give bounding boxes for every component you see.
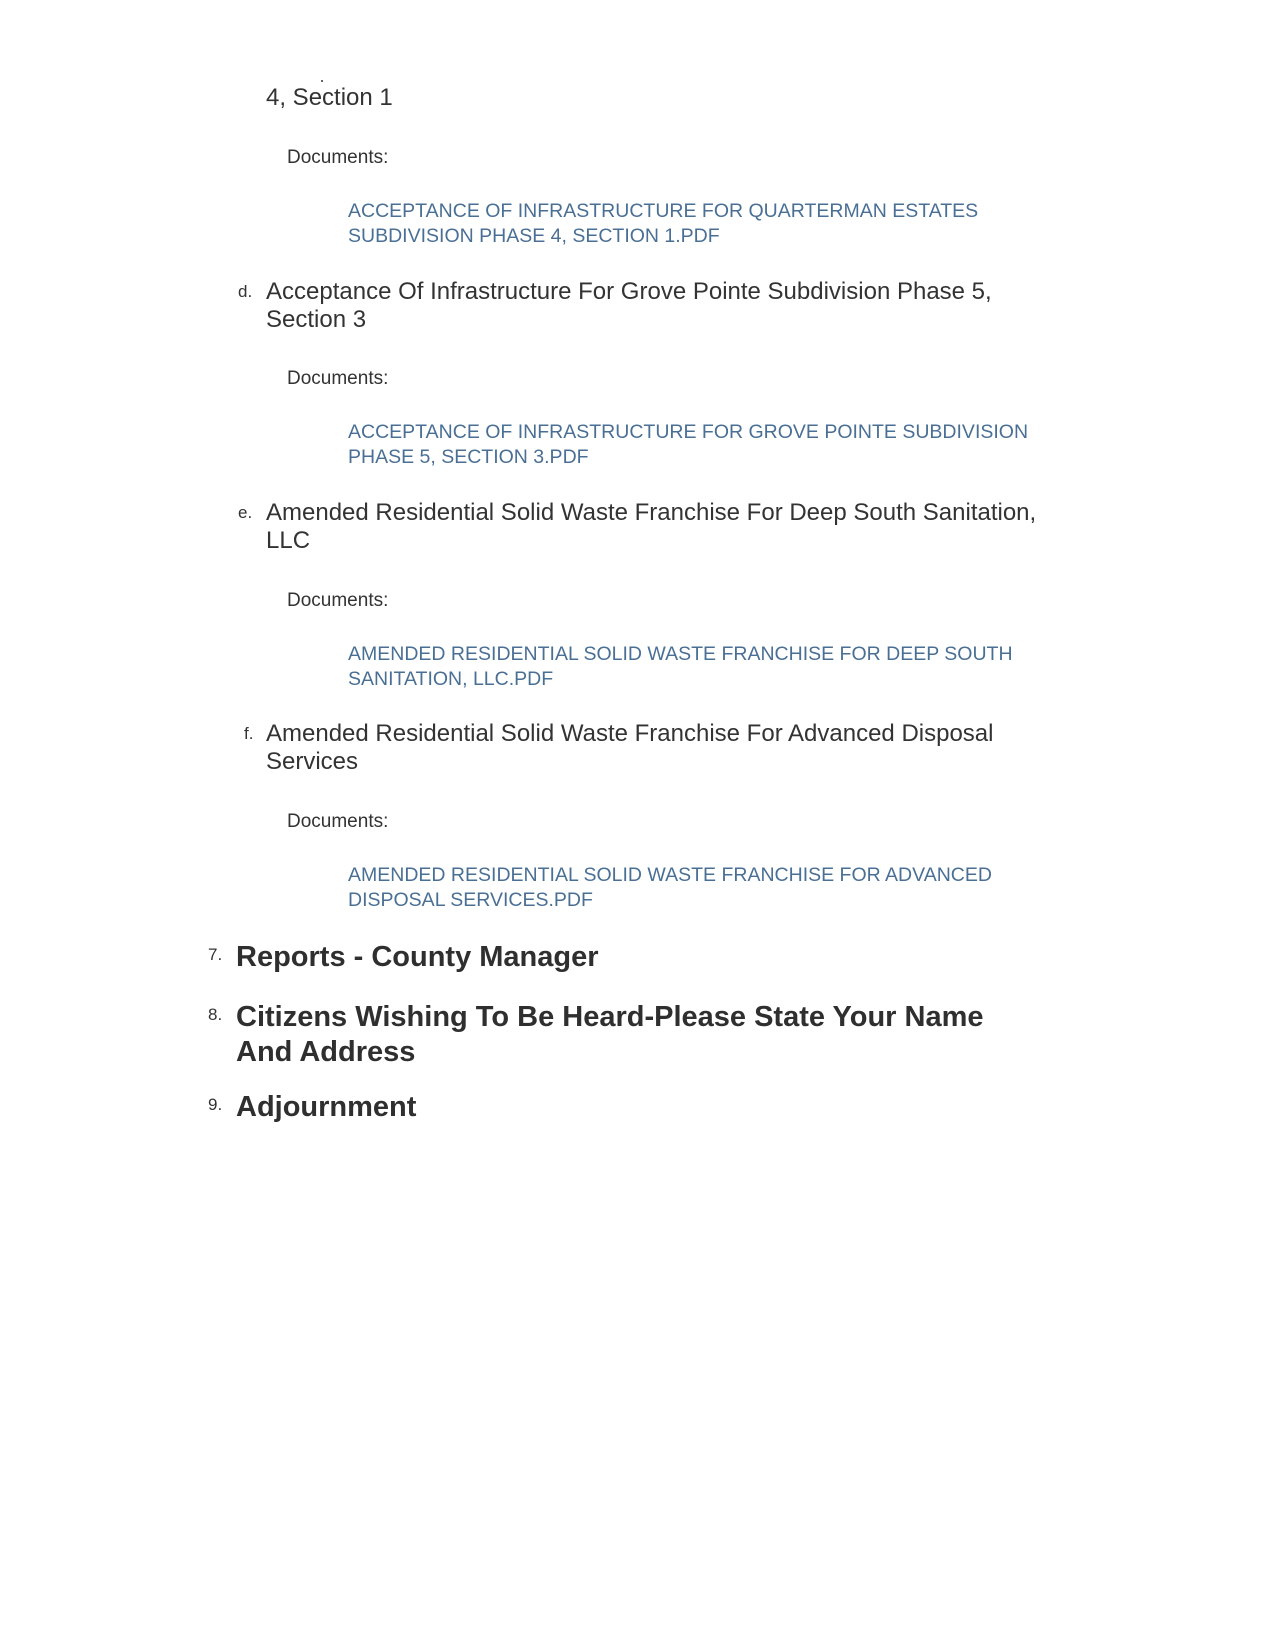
- agenda-item-number-8: 8.: [208, 1005, 223, 1024]
- sub-item-title-e: Amended Residential Solid Waste Franchise For Deep South Sanitation, LLC: [266, 499, 1037, 554]
- sub-item-marker-e: e.: [238, 503, 253, 522]
- agenda-item-number-9: 9.: [208, 1095, 223, 1114]
- document-link-deep-south-sanitation[interactable]: AMENDED RESIDENTIAL SOLID WASTE FRANCHISE FOR DEEP SOUTH SANITATION, LLC.PDF: [348, 643, 1013, 690]
- sub-item-title-d: Acceptance Of Infrastructure For Grove Pointe Subdivision Phase 5, Section 3: [266, 278, 992, 333]
- documents-label: Documents:: [287, 368, 389, 389]
- document-link-grove-pointe[interactable]: ACCEPTANCE OF INFRASTRUCTURE FOR GROVE POINTE SUBDIVISION PHASE 5, SECTION 3.PDF: [348, 421, 1029, 468]
- documents-label: Documents:: [287, 811, 389, 832]
- document-link-quarterman-estates[interactable]: ACCEPTANCE OF INFRASTRUCTURE FOR QUARTERMAN ESTATES SUBDIVISION PHASE 4, SECTION 1.PDF: [348, 200, 979, 247]
- stray-dot: [321, 80, 323, 82]
- documents-label: Documents:: [287, 147, 389, 168]
- sub-item-title-f: Amended Residential Solid Waste Franchise For Advanced Disposal Services: [266, 720, 994, 775]
- agenda-item-title-citizens: Citizens Wishing To Be Heard-Please State Your Name And Address: [236, 1001, 984, 1068]
- documents-label: Documents:: [287, 590, 389, 611]
- agenda-item-title-reports: Reports - County Manager: [236, 941, 599, 973]
- agenda-item-number-7: 7.: [208, 945, 223, 964]
- sub-item-marker-d: d.: [238, 282, 253, 301]
- agenda-item-title-adjournment: Adjournment: [236, 1091, 417, 1123]
- document-link-advanced-disposal[interactable]: AMENDED RESIDENTIAL SOLID WASTE FRANCHISE FOR ADVANCED DISPOSAL SERVICES.PDF: [348, 864, 992, 911]
- sub-item-marker-f: f.: [244, 724, 254, 743]
- continued-item-title: 4, Section 1: [266, 84, 393, 111]
